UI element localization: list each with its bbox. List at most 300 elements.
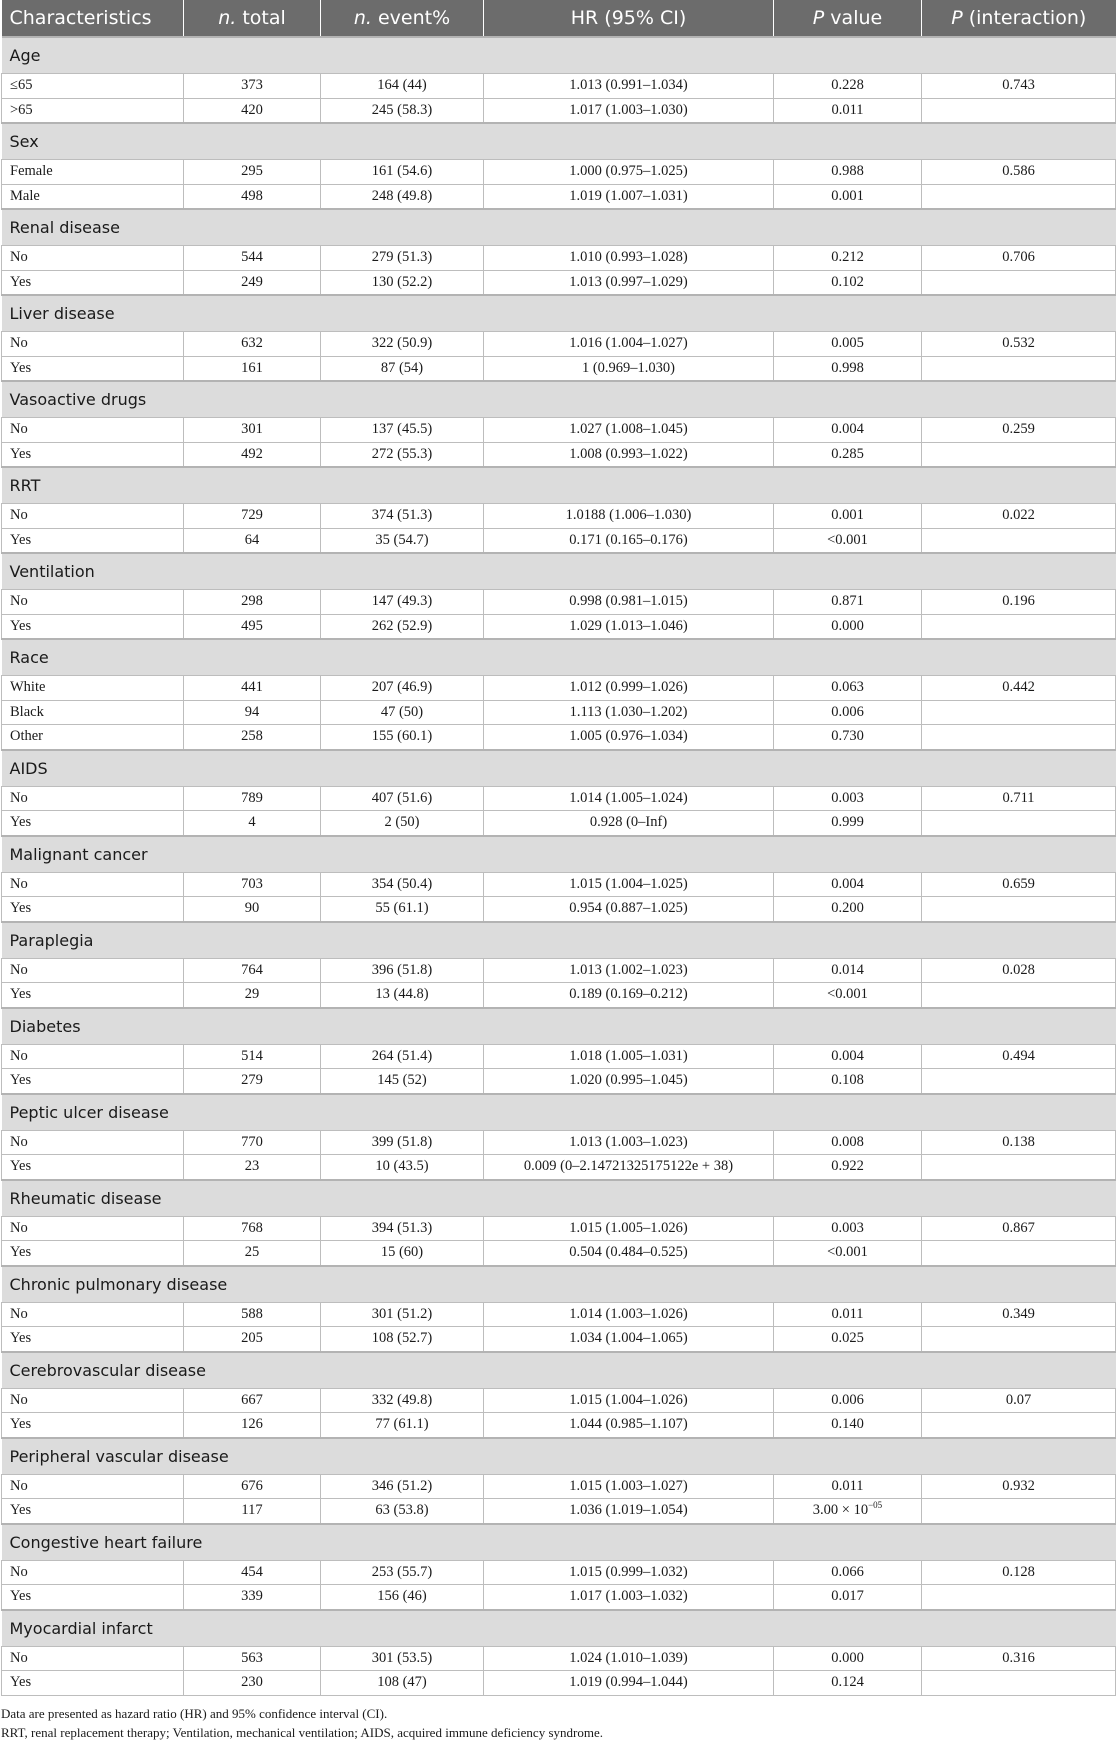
subgroup-label-cell: No <box>2 1474 184 1499</box>
group-header-row <box>2 1352 1116 1389</box>
group-header-row <box>2 553 1116 590</box>
subgroup-label-cell: No <box>2 1388 184 1413</box>
table-row <box>2 897 1116 922</box>
group-header-row <box>2 467 1116 504</box>
group-name: Age <box>2 37 1116 74</box>
n-event-cell: 87 (54) <box>321 356 484 381</box>
table-row <box>2 1044 1116 1069</box>
group-header-row <box>2 123 1116 160</box>
p-value-cell: 0.017 <box>774 1585 922 1610</box>
n-total-cell: 301 <box>184 418 321 443</box>
n-event-cell: 147 (49.3) <box>321 590 484 615</box>
hr-ci-cell: 1.014 (1.003–1.026) <box>484 1302 774 1327</box>
p-value-cell: 0.006 <box>774 1388 922 1413</box>
table-row <box>2 786 1116 811</box>
p-interaction-cell <box>922 725 1116 750</box>
p-value-cell: 0.006 <box>774 700 922 725</box>
n-event-cell: 35 (54.7) <box>321 528 484 553</box>
subgroup-analysis-table <box>1 0 1116 1696</box>
table-row <box>2 504 1116 529</box>
table-row <box>2 958 1116 983</box>
table-row <box>2 1560 1116 1585</box>
n-total-cell: 563 <box>184 1646 321 1671</box>
n-event-cell: 47 (50) <box>321 700 484 725</box>
table-row <box>2 676 1116 701</box>
table-row <box>2 98 1116 123</box>
header-p-interaction: P (interaction) <box>922 0 1116 37</box>
subgroup-label-cell: Yes <box>2 983 184 1008</box>
p-value-cell: 0.102 <box>774 270 922 295</box>
subgroup-label-cell: Yes <box>2 1241 184 1266</box>
n-event-cell: 137 (45.5) <box>321 418 484 443</box>
table-row <box>2 1585 1116 1610</box>
group-name: Peptic ulcer disease <box>2 1094 1116 1131</box>
group-header-row <box>2 295 1116 332</box>
n-event-cell: 279 (51.3) <box>321 246 484 271</box>
hr-ci-cell: 1.016 (1.004–1.027) <box>484 332 774 357</box>
group-name: Myocardial infarct <box>2 1610 1116 1647</box>
hr-ci-cell: 1.113 (1.030–1.202) <box>484 700 774 725</box>
hr-ci-cell: 1.005 (0.976–1.034) <box>484 725 774 750</box>
n-total-cell: 789 <box>184 786 321 811</box>
table-row <box>2 1241 1116 1266</box>
n-total-cell: 492 <box>184 442 321 467</box>
p-interaction-cell: 0.867 <box>922 1216 1116 1241</box>
header-hr: HR (95% CI) <box>484 0 774 37</box>
n-event-cell: 63 (53.8) <box>321 1499 484 1524</box>
n-total-cell: 495 <box>184 614 321 639</box>
subgroup-label-cell: Yes <box>2 1413 184 1438</box>
hr-ci-cell: 0.928 (0–Inf) <box>484 811 774 836</box>
p-interaction-cell <box>922 614 1116 639</box>
p-interaction-cell: 0.028 <box>922 958 1116 983</box>
subgroup-label-cell: No <box>2 1302 184 1327</box>
p-interaction-cell <box>922 1327 1116 1352</box>
subgroup-label-cell: Yes <box>2 1155 184 1180</box>
hr-ci-cell: 1.015 (1.004–1.025) <box>484 872 774 897</box>
hr-ci-cell: 1.024 (1.010–1.039) <box>484 1646 774 1671</box>
hr-ci-cell: 1.019 (1.007–1.031) <box>484 184 774 209</box>
n-total-cell: 90 <box>184 897 321 922</box>
p-value-cell: 0.025 <box>774 1327 922 1352</box>
p-interaction-cell: 0.196 <box>922 590 1116 615</box>
n-total-cell: 94 <box>184 700 321 725</box>
hr-ci-cell: 1.044 (0.985–1.107) <box>484 1413 774 1438</box>
subgroup-label-cell: Yes <box>2 1327 184 1352</box>
n-total-cell: 249 <box>184 270 321 295</box>
subgroup-label-cell: No <box>2 872 184 897</box>
hr-ci-cell: 0.998 (0.981–1.015) <box>484 590 774 615</box>
table-row <box>2 418 1116 443</box>
p-interaction-cell <box>922 897 1116 922</box>
p-value-cell: 0.871 <box>774 590 922 615</box>
n-total-cell: 29 <box>184 983 321 1008</box>
p-interaction-cell: 0.138 <box>922 1130 1116 1155</box>
subgroup-label-cell: No <box>2 590 184 615</box>
table-row <box>2 270 1116 295</box>
hr-ci-cell: 1.017 (1.003–1.032) <box>484 1585 774 1610</box>
table-row <box>2 184 1116 209</box>
p-value-cell: 0.999 <box>774 811 922 836</box>
p-value-cell: 0.005 <box>774 332 922 357</box>
n-total-cell: 373 <box>184 74 321 99</box>
subgroup-label-cell: Female <box>2 160 184 185</box>
subgroup-label-cell: Yes <box>2 442 184 467</box>
p-value-cell: 0.998 <box>774 356 922 381</box>
n-event-cell: 2 (50) <box>321 811 484 836</box>
n-total-cell: 764 <box>184 958 321 983</box>
subgroup-label-cell: >65 <box>2 98 184 123</box>
group-header-row <box>2 922 1116 959</box>
hr-ci-cell: 1.010 (0.993–1.028) <box>484 246 774 271</box>
n-event-cell: 301 (51.2) <box>321 1302 484 1327</box>
p-interaction-cell <box>922 270 1116 295</box>
subgroup-label-cell: Male <box>2 184 184 209</box>
p-interaction-cell: 0.316 <box>922 1646 1116 1671</box>
group-header-row <box>2 639 1116 676</box>
p-interaction-cell: 0.532 <box>922 332 1116 357</box>
p-value-cell: 0.140 <box>774 1413 922 1438</box>
n-event-cell: 155 (60.1) <box>321 725 484 750</box>
n-total-cell: 295 <box>184 160 321 185</box>
hr-ci-cell: 1.018 (1.005–1.031) <box>484 1044 774 1069</box>
header-n-event: n. event% <box>321 0 484 37</box>
p-interaction-cell <box>922 184 1116 209</box>
hr-ci-cell: 0.171 (0.165–0.176) <box>484 528 774 553</box>
hr-ci-cell: 1.0188 (1.006–1.030) <box>484 504 774 529</box>
table-row <box>2 1474 1116 1499</box>
group-name: Renal disease <box>2 209 1116 246</box>
p-value-cell: <0.001 <box>774 528 922 553</box>
n-total-cell: 729 <box>184 504 321 529</box>
table-row <box>2 725 1116 750</box>
group-name: Diabetes <box>2 1008 1116 1045</box>
subgroup-label-cell: Other <box>2 725 184 750</box>
n-event-cell: 248 (49.8) <box>321 184 484 209</box>
subgroup-label-cell: No <box>2 504 184 529</box>
group-header-row <box>2 1008 1116 1045</box>
hr-ci-cell: 1.036 (1.019–1.054) <box>484 1499 774 1524</box>
p-value-cell: 0.014 <box>774 958 922 983</box>
table-row <box>2 1646 1116 1671</box>
n-total-cell: 703 <box>184 872 321 897</box>
hr-ci-cell: 1.013 (0.991–1.034) <box>484 74 774 99</box>
n-event-cell: 164 (44) <box>321 74 484 99</box>
hr-ci-cell: 0.009 (0–2.14721325175122e + 38) <box>484 1155 774 1180</box>
group-name: AIDS <box>2 750 1116 787</box>
group-header-row <box>2 209 1116 246</box>
p-interaction-cell: 0.932 <box>922 1474 1116 1499</box>
n-event-cell: 264 (51.4) <box>321 1044 484 1069</box>
p-value-cell: 0.011 <box>774 98 922 123</box>
n-event-cell: 55 (61.1) <box>321 897 484 922</box>
n-event-cell: 262 (52.9) <box>321 614 484 639</box>
group-header-row <box>2 1438 1116 1475</box>
p-interaction-cell <box>922 1585 1116 1610</box>
subgroup-label-cell: Yes <box>2 528 184 553</box>
n-total-cell: 514 <box>184 1044 321 1069</box>
p-interaction-cell: 0.07 <box>922 1388 1116 1413</box>
subgroup-label-cell: No <box>2 1646 184 1671</box>
table-row <box>2 74 1116 99</box>
n-total-cell: 420 <box>184 98 321 123</box>
p-value-cell: <0.001 <box>774 983 922 1008</box>
table-row <box>2 528 1116 553</box>
hr-ci-cell: 1.013 (1.003–1.023) <box>484 1130 774 1155</box>
hr-ci-cell: 1.012 (0.999–1.026) <box>484 676 774 701</box>
table-row <box>2 590 1116 615</box>
n-event-cell: 346 (51.2) <box>321 1474 484 1499</box>
p-interaction-cell: 0.586 <box>922 160 1116 185</box>
p-value-cell: 0.228 <box>774 74 922 99</box>
p-interaction-cell <box>922 983 1116 1008</box>
group-header-row <box>2 750 1116 787</box>
p-value-cell: <0.001 <box>774 1241 922 1266</box>
subgroup-label-cell: No <box>2 1216 184 1241</box>
p-value-cell: 0.108 <box>774 1069 922 1094</box>
p-value-base: 3.00 × 10 <box>812 1502 869 1519</box>
header-characteristics: Characteristics <box>2 0 184 37</box>
table-body <box>2 37 1116 1695</box>
n-total-cell: 544 <box>184 246 321 271</box>
n-event-cell: 245 (58.3) <box>321 98 484 123</box>
p-value-cell: 0.285 <box>774 442 922 467</box>
group-name: Liver disease <box>2 295 1116 332</box>
group-name: Rheumatic disease <box>2 1180 1116 1217</box>
n-event-cell: 130 (52.2) <box>321 270 484 295</box>
group-name: RRT <box>2 467 1116 504</box>
hr-ci-cell: 1 (0.969–1.030) <box>484 356 774 381</box>
subgroup-label-cell: Yes <box>2 1585 184 1610</box>
p-value-cell: 0.001 <box>774 184 922 209</box>
hr-ci-cell: 1.034 (1.004–1.065) <box>484 1327 774 1352</box>
n-total-cell: 23 <box>184 1155 321 1180</box>
p-interaction-cell <box>922 442 1116 467</box>
subgroup-label-cell: ≤65 <box>2 74 184 99</box>
p-value-cell: 0.001 <box>774 504 922 529</box>
group-name: Cerebrovascular disease <box>2 1352 1116 1389</box>
p-value-cell: 0.004 <box>774 1044 922 1069</box>
n-total-cell: 258 <box>184 725 321 750</box>
subgroup-label-cell: No <box>2 1130 184 1155</box>
table-row <box>2 1413 1116 1438</box>
group-header-row <box>2 1094 1116 1131</box>
group-name: Race <box>2 639 1116 676</box>
hr-ci-cell: 0.189 (0.169–0.212) <box>484 983 774 1008</box>
n-total-cell: 454 <box>184 1560 321 1585</box>
table-header-row <box>2 0 1116 37</box>
hr-ci-cell: 0.954 (0.887–1.025) <box>484 897 774 922</box>
p-interaction-cell <box>922 1241 1116 1266</box>
n-total-cell: 588 <box>184 1302 321 1327</box>
n-total-cell: 770 <box>184 1130 321 1155</box>
n-total-cell: 339 <box>184 1585 321 1610</box>
p-value-cell: 0.011 <box>774 1302 922 1327</box>
p-interaction-cell: 0.706 <box>922 246 1116 271</box>
p-value-cell <box>774 1499 922 1524</box>
header-p-value: P value <box>774 0 922 37</box>
p-value-cell: 0.008 <box>774 1130 922 1155</box>
n-total-cell: 205 <box>184 1327 321 1352</box>
p-interaction-cell: 0.659 <box>922 872 1116 897</box>
n-total-cell: 25 <box>184 1241 321 1266</box>
table-row <box>2 700 1116 725</box>
table-row <box>2 442 1116 467</box>
table-row <box>2 1069 1116 1094</box>
subgroup-label-cell: Black <box>2 700 184 725</box>
hr-ci-cell: 1.015 (1.005–1.026) <box>484 1216 774 1241</box>
n-total-cell: 4 <box>184 811 321 836</box>
subgroup-label-cell: Yes <box>2 356 184 381</box>
n-total-cell: 126 <box>184 1413 321 1438</box>
table-row <box>2 332 1116 357</box>
subgroup-label-cell: Yes <box>2 1499 184 1524</box>
p-interaction-cell: 0.743 <box>922 74 1116 99</box>
n-event-cell: 13 (44.8) <box>321 983 484 1008</box>
p-interaction-cell <box>922 98 1116 123</box>
group-header-row <box>2 381 1116 418</box>
n-event-cell: 374 (51.3) <box>321 504 484 529</box>
group-name: Ventilation <box>2 553 1116 590</box>
n-event-cell: 145 (52) <box>321 1069 484 1094</box>
p-interaction-cell: 0.259 <box>922 418 1116 443</box>
p-interaction-cell: 0.022 <box>922 504 1116 529</box>
n-event-cell: 108 (47) <box>321 1671 484 1696</box>
group-name: Peripheral vascular disease <box>2 1438 1116 1475</box>
subgroup-label-cell: No <box>2 332 184 357</box>
p-interaction-cell: 0.128 <box>922 1560 1116 1585</box>
hr-ci-cell: 1.013 (0.997–1.029) <box>484 270 774 295</box>
table-footnotes <box>0 1696 1116 1742</box>
subgroup-label-cell: Yes <box>2 811 184 836</box>
footnote: RRT, renal replacement therapy; Ventilation, mechanical ventilation; AIDS, acquired immune deficiency syndrome. <box>1 1724 603 1740</box>
subgroup-label-cell: Yes <box>2 1671 184 1696</box>
n-event-cell: 15 (60) <box>321 1241 484 1266</box>
group-name: Sex <box>2 123 1116 160</box>
hr-ci-cell: 1.008 (0.993–1.022) <box>484 442 774 467</box>
p-value-cell: 0.000 <box>774 1646 922 1671</box>
hr-ci-cell: 1.000 (0.975–1.025) <box>484 160 774 185</box>
hr-ci-cell: 1.015 (1.004–1.026) <box>484 1388 774 1413</box>
group-header-row <box>2 1266 1116 1303</box>
p-value-cell: 0.212 <box>774 246 922 271</box>
n-event-cell: 394 (51.3) <box>321 1216 484 1241</box>
table-row <box>2 1499 1116 1524</box>
group-header-row <box>2 836 1116 873</box>
p-interaction-cell <box>922 811 1116 836</box>
p-value-cell: 0.988 <box>774 160 922 185</box>
p-value-cell: 0.124 <box>774 1671 922 1696</box>
p-value-cell: 0.003 <box>774 1216 922 1241</box>
n-event-cell: 77 (61.1) <box>321 1413 484 1438</box>
p-value-cell: 0.922 <box>774 1155 922 1180</box>
hr-ci-cell: 1.015 (0.999–1.032) <box>484 1560 774 1585</box>
n-total-cell: 230 <box>184 1671 321 1696</box>
hr-ci-cell: 1.017 (1.003–1.030) <box>484 98 774 123</box>
p-interaction-cell: 0.711 <box>922 786 1116 811</box>
n-total-cell: 498 <box>184 184 321 209</box>
p-value-cell: 0.200 <box>774 897 922 922</box>
hr-ci-cell: 1.013 (1.002–1.023) <box>484 958 774 983</box>
p-interaction-cell <box>922 1155 1116 1180</box>
subgroup-label-cell: Yes <box>2 614 184 639</box>
n-total-cell: 441 <box>184 676 321 701</box>
table-row <box>2 1388 1116 1413</box>
n-event-cell: 396 (51.8) <box>321 958 484 983</box>
p-value-cell: 0.066 <box>774 1560 922 1585</box>
hr-ci-cell: 1.015 (1.003–1.027) <box>484 1474 774 1499</box>
p-interaction-cell: 0.494 <box>922 1044 1116 1069</box>
p-interaction-cell <box>922 1413 1116 1438</box>
p-interaction-cell <box>922 356 1116 381</box>
table-row <box>2 1302 1116 1327</box>
group-header-row <box>2 37 1116 74</box>
hr-ci-cell: 1.014 (1.005–1.024) <box>484 786 774 811</box>
n-event-cell: 272 (55.3) <box>321 442 484 467</box>
hr-ci-cell: 0.504 (0.484–0.525) <box>484 1241 774 1266</box>
subgroup-label-cell: No <box>2 958 184 983</box>
p-interaction-cell <box>922 1499 1116 1524</box>
group-header-row <box>2 1524 1116 1561</box>
p-interaction-cell <box>922 528 1116 553</box>
subgroup-label-cell: No <box>2 786 184 811</box>
table-row <box>2 246 1116 271</box>
subgroup-label-cell: No <box>2 418 184 443</box>
group-header-row <box>2 1180 1116 1217</box>
p-value-cell: 0.004 <box>774 872 922 897</box>
subgroup-label-cell: No <box>2 1560 184 1585</box>
group-name: Congestive heart failure <box>2 1524 1116 1561</box>
p-value-cell: 0.004 <box>774 418 922 443</box>
table-row <box>2 872 1116 897</box>
n-event-cell: 108 (52.7) <box>321 1327 484 1352</box>
table-row <box>2 160 1116 185</box>
footnote: Data are presented as hazard ratio (HR) and 95% confidence interval (CI). <box>1 1705 388 1721</box>
n-event-cell: 161 (54.6) <box>321 160 484 185</box>
n-total-cell: 279 <box>184 1069 321 1094</box>
table-row <box>2 983 1116 1008</box>
group-name: Malignant cancer <box>2 836 1116 873</box>
n-event-cell: 253 (55.7) <box>321 1560 484 1585</box>
hr-ci-cell: 1.027 (1.008–1.045) <box>484 418 774 443</box>
table-row <box>2 614 1116 639</box>
p-value-cell: 0.063 <box>774 676 922 701</box>
n-total-cell: 676 <box>184 1474 321 1499</box>
subgroup-label-cell: Yes <box>2 1069 184 1094</box>
p-interaction-cell: 0.349 <box>922 1302 1116 1327</box>
n-event-cell: 407 (51.6) <box>321 786 484 811</box>
p-interaction-cell <box>922 700 1116 725</box>
n-total-cell: 667 <box>184 1388 321 1413</box>
p-value-exponent: −05 <box>868 1500 883 1511</box>
subgroup-label-cell: No <box>2 246 184 271</box>
n-event-cell: 207 (46.9) <box>321 676 484 701</box>
p-value-cell: 0.003 <box>774 786 922 811</box>
p-value-cell: 0.011 <box>774 1474 922 1499</box>
table-row <box>2 1671 1116 1696</box>
group-name: Chronic pulmonary disease <box>2 1266 1116 1303</box>
n-total-cell: 632 <box>184 332 321 357</box>
table-row <box>2 811 1116 836</box>
n-event-cell: 399 (51.8) <box>321 1130 484 1155</box>
n-total-cell: 768 <box>184 1216 321 1241</box>
n-event-cell: 322 (50.9) <box>321 332 484 357</box>
table-row <box>2 1130 1116 1155</box>
hr-ci-cell: 1.029 (1.013–1.046) <box>484 614 774 639</box>
subgroup-label-cell: No <box>2 1044 184 1069</box>
subgroup-label-cell: White <box>2 676 184 701</box>
hr-ci-cell: 1.020 (0.995–1.045) <box>484 1069 774 1094</box>
